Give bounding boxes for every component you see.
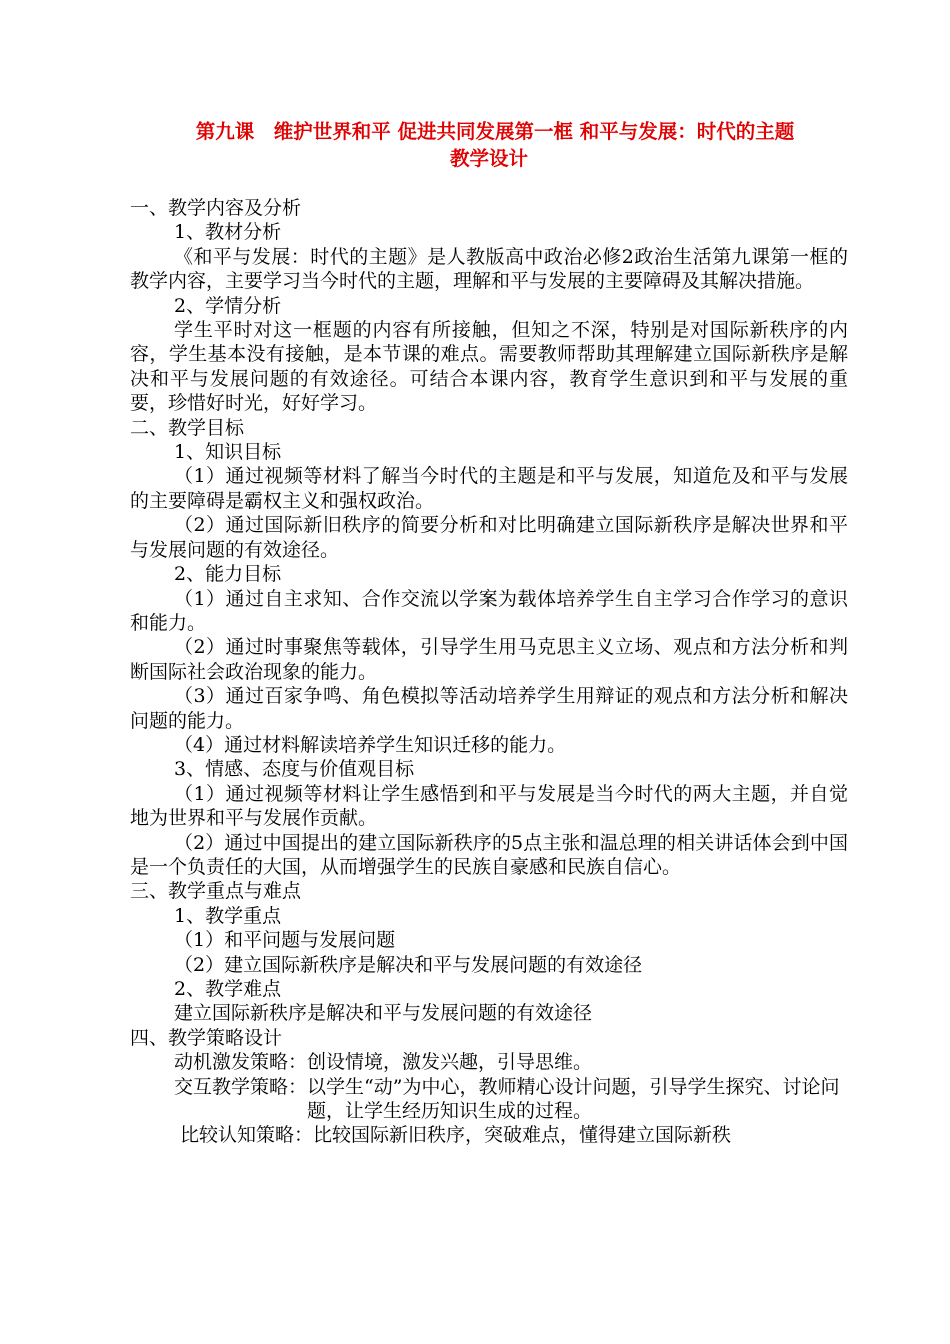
subheading-textbook-analysis: 1、教材分析 bbox=[174, 221, 282, 244]
strategy-label: 交互教学策略： bbox=[174, 1075, 308, 1098]
paragraph-textbook-analysis: 《和平与发展：时代的主题》是人教版高中政治必修2政治生活第九课第一框的教学内容，主要学习当今时代的主题，理解和平与发展的主要障碍及其解决措施。 bbox=[130, 245, 848, 293]
knowledge-goal-2: （2）通过国际新旧秩序的简要分析和对比明确建立国际新秩序是解决世界和平与发展问题的有效途径。 bbox=[130, 514, 848, 561]
ability-goal-4: （4）通过材料解读培养学生知识迁移的能力。 bbox=[174, 733, 567, 756]
strategy-motivation: 动机激发策略：创设情境，激发兴趣，引导思维。 bbox=[174, 1051, 593, 1074]
subheading-difficulties: 2、教学难点 bbox=[174, 978, 282, 1000]
subheading-student-analysis: 2、学情分析 bbox=[174, 294, 282, 317]
section-heading-2: 二、教学目标 bbox=[130, 416, 245, 439]
key-point-2: （2）建立国际新秩序是解决和平与发展问题的有效途径 bbox=[174, 953, 643, 976]
title-line-2: 教学设计 bbox=[449, 147, 528, 170]
paragraph-student-analysis: 学生平时对这一框题的内容有所接触，但知之不深，特别是对国际新秩序的内容，学生基本没有接触，是本节课的难点。需要教师帮助其理解建立国际新秩序是解决和平与发展问题的有效途径。可结合本课内容，教育学生意识到和平与发展的重要，珍惜好时光，好好学习。 bbox=[130, 319, 848, 415]
strategy-text: 以学生“动”为中心，教师精心设计问题，引导学生探究、讨论问题，让学生经历知识生成的过程。 bbox=[307, 1075, 840, 1123]
spacer bbox=[130, 172, 848, 196]
strategy-comparison bbox=[130, 1123, 848, 1147]
section-heading-4: 四、教学策略设计 bbox=[130, 1026, 283, 1049]
title-line-1: 第九课 维护世界和平 促进共同发展第一框 和平与发展：时代的主题 bbox=[195, 120, 795, 143]
subheading-ability-goals: 2、能力目标 bbox=[174, 563, 282, 586]
subheading-key-points: 1、教学重点 bbox=[174, 904, 282, 927]
knowledge-goal-1: （1）通过视频等材料了解当今时代的主题是和平与发展，知道危及和平与发展的主要障碍是霸权主义和强权政治。 bbox=[130, 465, 848, 512]
section-heading-1: 一、教学内容及分析 bbox=[130, 197, 302, 219]
subheading-knowledge-goals: 1、知识目标 bbox=[174, 441, 282, 464]
document-page bbox=[130, 118, 848, 1148]
section-heading-3: 三、教学重点与难点 bbox=[130, 880, 302, 903]
strategy-text: 比较国际新旧秩序，突破难点，懂得建立国际新秩 bbox=[313, 1124, 732, 1147]
subheading-emotion-goals: 3、情感、态度与价值观目标 bbox=[174, 758, 415, 781]
ability-goal-2: （2）通过时事聚焦等载体，引导学生用马克思主义立场、观点和方法分析和判断国际社会政治现象的能力。 bbox=[130, 636, 848, 683]
difficulty-1: 建立国际新秩序是解决和平与发展问题的有效途径 bbox=[174, 1002, 593, 1025]
strategy-interaction bbox=[130, 1075, 848, 1124]
ability-goal-3: （3）通过百家争鸣、角色模拟等活动培养学生用辩证的观点和方法分析和解决问题的能力。 bbox=[130, 685, 848, 732]
emotion-goal-1: （1）通过视频等材料让学生感悟到和平与发展是当今时代的两大主题，并自觉地为世界和平与发展作贡献。 bbox=[130, 782, 848, 830]
emotion-goal-2: （2）通过中国提出的建立国际新秩序的5点主张和温总理的相关讲话体会到中国是一个负责任的大国，从而增强学生的民族自豪感和民族自信心。 bbox=[130, 831, 848, 878]
ability-goal-1: （1）通过自主求知、合作交流以学案为载体培养学生自主学习合作学习的意识和能力。 bbox=[130, 587, 848, 634]
document-title bbox=[130, 118, 848, 172]
key-point-1: （1）和平问题与发展问题 bbox=[174, 929, 396, 952]
strategy-label: 比较认知策略： bbox=[180, 1124, 314, 1147]
